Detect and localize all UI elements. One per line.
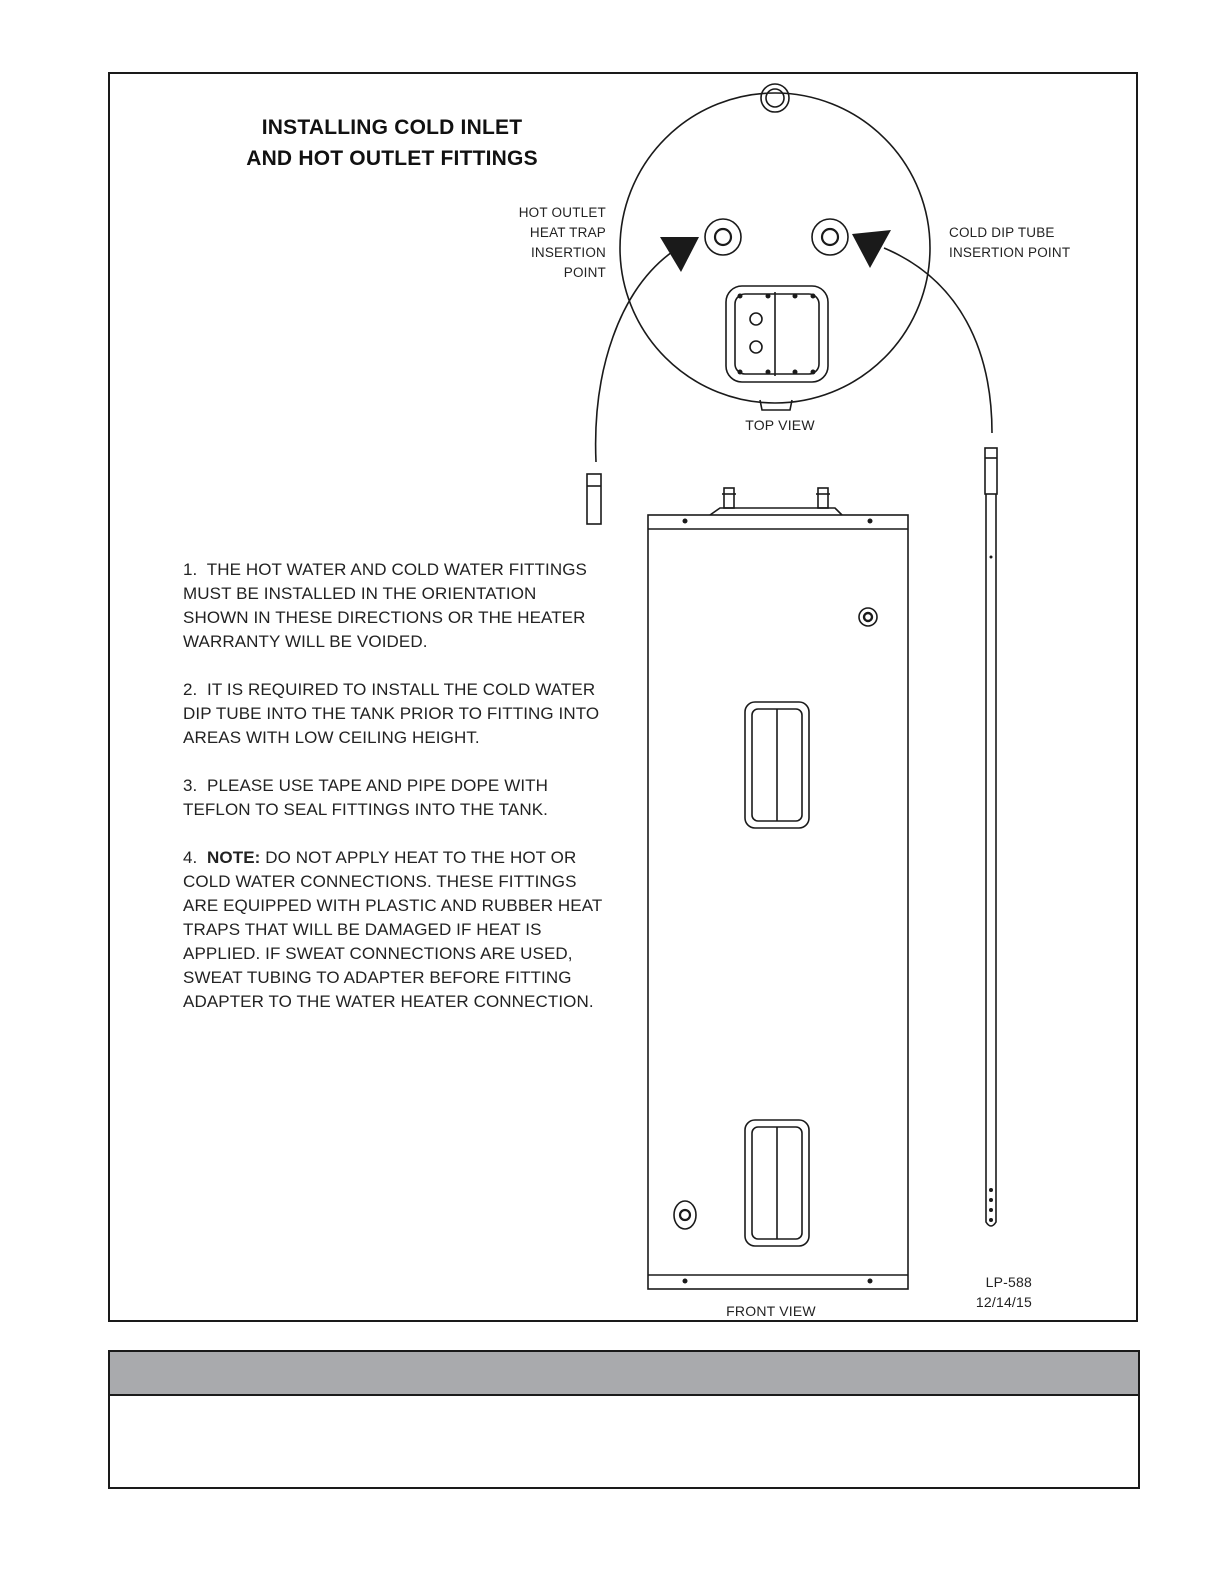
drawing-number: [940, 1272, 1032, 1312]
title-line-1: INSTALLING COLD INLET: [261, 116, 523, 139]
hot-port-fitting: [705, 219, 741, 255]
note-item: 4. NOTE: DO NOT APPLY HEAT TO THE HOT OR COLD WATER CONNECTIONS. THESE FITTINGS ARE EQUIPPED WITH PLASTIC AND RUBBER HEAT TRAPS THAT WILL BE DAMAGED IF HEAT IS APPLIED. IF SWEAT CONNECTIONS ARE USED, SWEAT TUBING TO ADAPTER BEFORE FITTING ADAPTER TO THE WATER HEATER CONNECTION.: [183, 848, 603, 1011]
hot-leader-line: [596, 252, 672, 462]
drain-valve: [674, 1201, 696, 1229]
note-item: 2. IT IS REQUIRED TO INSTALL THE COLD WATER DIP TUBE INTO THE TANK PRIOR TO FITTING INTO AREAS WITH LOW CEILING HEIGHT.: [183, 680, 600, 747]
cold-port-label: COLD: [849, 258, 865, 264]
note-item: 3. PLEASE USE TAPE AND PIPE DOPE WITH TEFLON TO SEAL FITTINGS INTO THE TANK.: [183, 776, 549, 819]
hot-port-label: HOT: [687, 259, 699, 265]
cold-nipple-front: [818, 488, 828, 508]
cold-dip-tube-label: COLD DIP TUBE INSERTION POINT: [949, 225, 1071, 260]
bottom-panel: [108, 1350, 1140, 1489]
front-view-label: FRONT VIEW: [726, 1303, 816, 1319]
tank-front-view: [648, 515, 908, 1289]
drawing-code: LP-588: [985, 1274, 1032, 1290]
top-view-label: TOP VIEW: [745, 417, 815, 433]
hot-nipple-front: [724, 488, 734, 508]
top-element-cover: [726, 286, 828, 382]
hot-arrow-icon: [660, 237, 699, 272]
note-emphasis: NOTE:: [207, 848, 261, 867]
title-line-2: AND HOT OUTLET FITTINGS: [246, 147, 538, 170]
note-item: 1. THE HOT WATER AND COLD WATER FITTINGS MUST BE INSTALLED IN THE ORIENTATION SHOWN IN THESE DIRECTIONS OR THE HEATER WARRANTY WILL BE VOIDED.: [183, 560, 587, 651]
diagram-title: [232, 112, 552, 174]
cold-dip-tube: [985, 448, 997, 494]
hot-heat-trap-part: [587, 474, 601, 524]
hot-outlet-label: HOT OUTLET HEAT TRAP INSERTION POINT: [518, 205, 606, 280]
bottom-panel-header: [110, 1352, 1138, 1396]
cold-port-fitting: [812, 219, 848, 255]
instruction-notes: [183, 558, 623, 1038]
drawing-date: 12/14/15: [975, 1294, 1032, 1310]
tp-valve-opening: [859, 608, 877, 626]
